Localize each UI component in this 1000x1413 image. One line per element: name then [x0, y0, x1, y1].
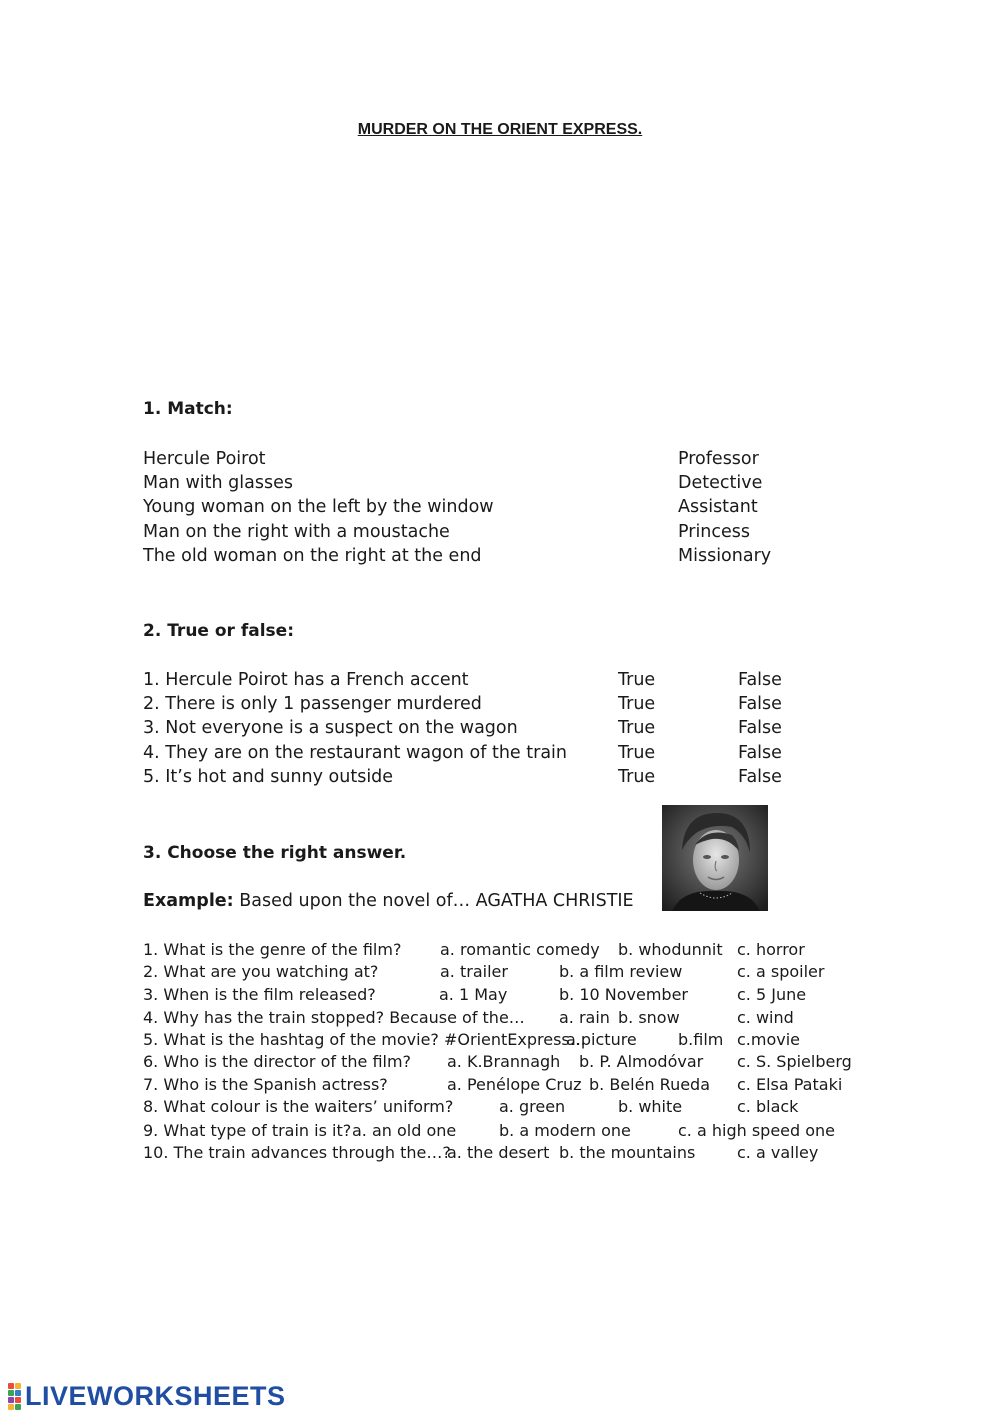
answer-option-c[interactable]: c. a valley: [737, 1143, 819, 1162]
logo-grid-icon: [8, 1383, 21, 1410]
match-left-item: Hercule Poirot: [143, 449, 266, 469]
tf-true-option[interactable]: True: [618, 694, 656, 714]
tf-statement: 3. Not everyone is a suspect on the wagon: [143, 718, 518, 738]
answer-option-a[interactable]: a.picture: [566, 1030, 637, 1049]
question-text: 2. What are you watching at?: [143, 962, 379, 981]
answer-option-c[interactable]: c. Elsa Pataki: [737, 1075, 843, 1094]
answer-option-b[interactable]: b. the mountains: [559, 1143, 696, 1162]
section-heading-true-false: 2. True or false:: [143, 621, 294, 641]
answer-option-a[interactable]: a. the desert: [447, 1143, 550, 1162]
example-label: Example:: [143, 891, 234, 911]
answer-option-c[interactable]: c. 5 June: [737, 985, 807, 1004]
tf-false-option[interactable]: False: [738, 767, 782, 787]
tf-statement: 5. It’s hot and sunny outside: [143, 767, 394, 787]
answer-option-a[interactable]: a. an old one: [352, 1121, 457, 1140]
question-text: 8. What colour is the waiters’ uniform?: [143, 1097, 454, 1116]
answer-option-b[interactable]: b. a modern one: [499, 1121, 631, 1140]
question-text: 1. What is the genre of the film?: [143, 940, 402, 959]
answer-option-c[interactable]: c.movie: [737, 1030, 801, 1049]
answer-option-c[interactable]: c. S. Spielberg: [737, 1052, 852, 1071]
liveworksheets-logo[interactable]: [8, 1380, 286, 1412]
question-text: 7. Who is the Spanish actress?: [143, 1075, 388, 1094]
match-right-item: Missionary: [678, 546, 772, 566]
answer-option-b[interactable]: b. snow: [618, 1008, 680, 1027]
question-text: 9. What type of train is it?: [143, 1121, 352, 1140]
answer-option-c[interactable]: c. a spoiler: [737, 962, 825, 981]
tf-true-option[interactable]: True: [618, 743, 656, 763]
answer-option-a[interactable]: a. Penélope Cruz: [447, 1075, 582, 1094]
answer-option-b[interactable]: b. whodunnit: [618, 940, 723, 959]
tf-false-option[interactable]: False: [738, 743, 782, 763]
question-text: 4. Why has the train stopped? Because of the…: [143, 1008, 525, 1027]
question-text: 5. What is the hashtag of the movie? #OrientExpress…: [143, 1030, 586, 1049]
question-text: 10. The train advances through the…?: [143, 1143, 451, 1162]
example-text: Based upon the novel of… AGATHA CHRISTIE: [239, 891, 634, 911]
question-text: 3. When is the film released?: [143, 985, 376, 1004]
section-heading-match: 1. Match:: [143, 399, 233, 419]
answer-option-a[interactable]: a. rain: [559, 1008, 610, 1027]
match-right-item: Assistant: [678, 497, 758, 517]
logo-text: LIVEWORKSHEETS: [25, 1380, 286, 1411]
answer-option-b[interactable]: b. 10 November: [559, 985, 689, 1004]
match-right-item: Professor: [678, 449, 759, 469]
answer-option-a[interactable]: a. 1 May: [439, 985, 508, 1004]
tf-true-option[interactable]: True: [618, 718, 656, 738]
match-right-item: Princess: [678, 522, 751, 542]
answer-option-c[interactable]: c. horror: [737, 940, 805, 959]
tf-false-option[interactable]: False: [738, 694, 782, 714]
match-right-item: Detective: [678, 473, 763, 493]
match-left-item: Young woman on the left by the window: [143, 497, 494, 517]
tf-true-option[interactable]: True: [618, 767, 656, 787]
match-left-item: The old woman on the right at the end: [143, 546, 482, 566]
answer-option-b[interactable]: b. Belén Rueda: [589, 1075, 711, 1094]
tf-statement: 1. Hercule Poirot has a French accent: [143, 670, 469, 690]
answer-option-b[interactable]: b. white: [618, 1097, 683, 1116]
tf-false-option[interactable]: False: [738, 718, 782, 738]
tf-false-option[interactable]: False: [738, 670, 782, 690]
section-heading-choose: 3. Choose the right answer.: [143, 843, 407, 863]
page-title: MURDER ON THE ORIENT EXPRESS.: [357, 121, 643, 138]
tf-statement: 2. There is only 1 passenger murdered: [143, 694, 482, 714]
answer-option-c[interactable]: c. a high speed one: [678, 1121, 836, 1140]
answer-option-a[interactable]: a. trailer: [440, 962, 508, 981]
answer-option-c[interactable]: c. black: [737, 1097, 799, 1116]
example-line: [143, 891, 634, 911]
answer-option-a[interactable]: a. green: [499, 1097, 566, 1116]
tf-true-option[interactable]: True: [618, 670, 656, 690]
answer-option-a[interactable]: a. K.Brannagh: [447, 1052, 561, 1071]
answer-option-c[interactable]: c. wind: [737, 1008, 794, 1027]
match-left-item: Man on the right with a moustache: [143, 522, 450, 542]
tf-statement: 4. They are on the restaurant wagon of the train: [143, 743, 567, 763]
answer-option-b[interactable]: b.film: [678, 1030, 724, 1049]
match-left-item: Man with glasses: [143, 473, 293, 493]
answer-option-b[interactable]: b. P. Almodóvar: [579, 1052, 704, 1071]
answer-option-a[interactable]: a. romantic comedy: [440, 940, 600, 959]
question-text: 6. Who is the director of the film?: [143, 1052, 412, 1071]
author-portrait-image: [662, 805, 768, 911]
answer-option-b[interactable]: b. a film review: [559, 962, 683, 981]
